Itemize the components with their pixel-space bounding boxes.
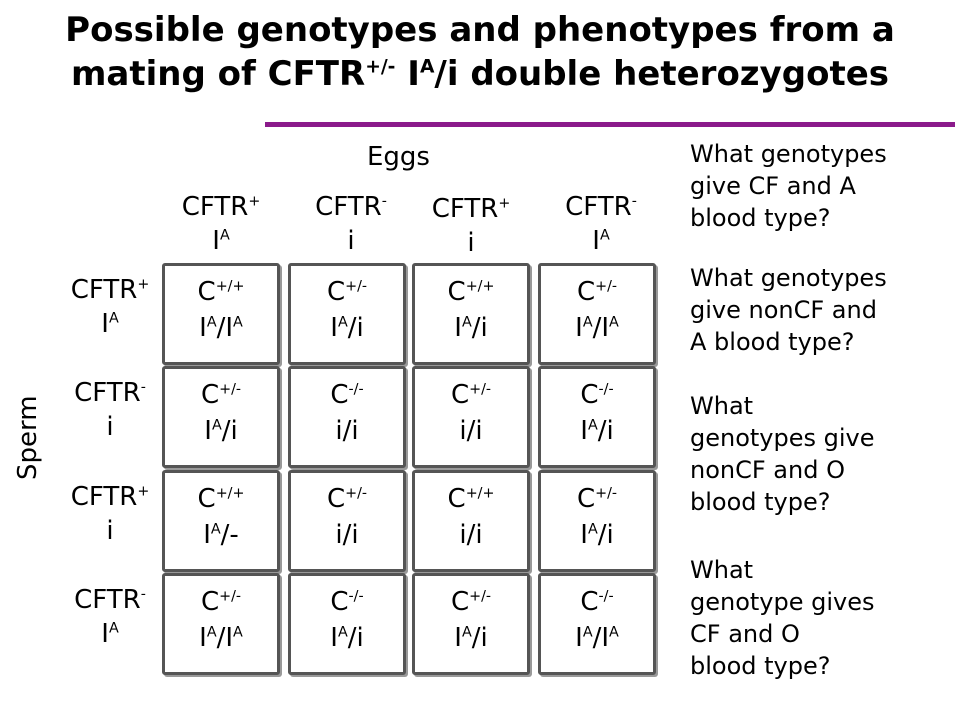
text-base: I [203,520,211,550]
genotype-cell [412,470,530,572]
text-superscript: A [461,314,472,331]
text-base: / [216,313,226,343]
text-base: C [450,380,470,410]
cftr-genotype [541,377,653,413]
genotype-cell [162,366,280,468]
text-base: /i [347,313,364,343]
text-base: C [450,587,470,617]
row-header-allele [60,307,160,341]
blood-genotype [415,517,527,553]
text-base: C [576,484,596,514]
text-base: CFTR [70,482,138,512]
question-line: give nonCF and [690,296,877,324]
row-header [60,583,160,651]
text-superscript: A [233,314,243,331]
genotype-cell [162,573,280,675]
text-superscript: A [337,314,348,331]
title-part: I [395,54,420,94]
text-superscript: A [210,521,221,538]
text-base: C [326,484,346,514]
column-header-allele [166,224,276,258]
text-base: i [106,516,114,546]
question-line: What genotypes [690,140,887,168]
text-superscript: +/- [595,278,618,295]
question [690,390,960,518]
blood-genotype [291,517,403,553]
cftr-genotype [541,481,653,517]
column-header-allele [546,224,656,258]
text-superscript: +/- [219,381,242,398]
genotype-cell [288,263,406,365]
cftr-genotype [415,274,527,310]
text-superscript: +/- [219,588,242,605]
text-base: C [197,484,216,514]
column-header-cftr [166,190,276,224]
text-base: CFTR [70,275,138,305]
text-base: I [212,226,220,256]
text-superscript: +/- [469,588,492,605]
text-superscript: A [337,624,348,641]
text-base: / [592,313,602,343]
genotype-cell [288,366,406,468]
text-base: CFTR [74,378,141,408]
text-superscript: + [248,193,261,210]
text-base: CFTR [181,192,249,222]
text-base: C [447,277,466,307]
title-part: mating of CFTR [70,54,366,94]
cftr-genotype [165,584,277,620]
blood-genotype [541,310,653,346]
text-superscript: -/- [598,381,614,398]
text-superscript: + [498,195,511,212]
text-superscript: - [140,586,146,603]
text-base: I [199,623,207,653]
text-superscript: +/+ [215,485,245,502]
text-base: i [347,226,355,256]
column-header [166,190,276,258]
text-base: /i [347,623,364,653]
text-superscript: +/+ [465,485,495,502]
text-base: /i [471,313,488,343]
text-base: C [580,587,599,617]
blood-genotype [415,413,527,449]
text-base: I [101,619,109,649]
text-base: / [216,623,226,653]
blood-genotype [541,517,653,553]
genotype-cell [412,366,530,468]
text-base: C [326,277,346,307]
text-superscript: A [206,624,217,641]
text-superscript: A [211,417,222,434]
text-base: I [580,520,588,550]
text-base: C [447,484,466,514]
text-superscript: A [609,314,619,331]
row-header-cftr [60,583,160,617]
cftr-genotype [541,274,653,310]
question-line: genotype gives [690,588,875,616]
text-base: I [601,623,610,653]
cftr-genotype [415,481,527,517]
text-superscript: +/+ [215,278,245,295]
row-header-cftr [60,273,160,307]
text-superscript: A [599,227,610,244]
title-line-2 [0,52,960,96]
slide-title [0,8,960,96]
column-header [546,190,656,258]
text-base: C [200,587,220,617]
genotype-cell [288,573,406,675]
blood-genotype [165,517,277,553]
question-line: nonCF and O [690,456,845,484]
row-header [60,376,160,444]
text-base: I [592,226,600,256]
text-superscript: A [219,227,230,244]
question [690,554,960,682]
row-header-cftr [60,376,160,410]
text-base: CFTR [315,192,382,222]
text-base: I [199,313,207,343]
text-base: / [592,623,602,653]
blood-genotype [165,310,277,346]
text-base: i/i [335,520,359,550]
question-line: What [690,556,754,584]
text-base: i/i [335,416,359,446]
blood-genotype [415,620,527,656]
text-base: C [576,277,596,307]
text-base: CFTR [74,585,141,615]
text-superscript: A [587,417,598,434]
blood-genotype [541,620,653,656]
question [690,138,960,234]
cftr-genotype [541,584,653,620]
text-superscript: -/- [348,381,364,398]
row-header [60,273,160,341]
question-line: blood type? [690,652,831,680]
text-superscript: A [461,624,472,641]
text-superscript: A [233,624,243,641]
text-base: CFTR [565,192,632,222]
cftr-genotype [415,377,527,413]
cftr-genotype [165,377,277,413]
cftr-genotype [291,377,403,413]
text-superscript: A [609,624,619,641]
text-superscript: -/- [348,588,364,605]
text-base: I [225,623,234,653]
text-superscript: A [582,624,593,641]
text-base: I [101,309,109,339]
cftr-genotype [165,274,277,310]
text-base: I [204,416,212,446]
genotype-cell [412,263,530,365]
genotype-cell [538,470,656,572]
blood-genotype [415,310,527,346]
text-base: I [330,623,338,653]
sperm-label: Sperm [13,395,43,480]
text-base: /i [471,623,488,653]
title-sup: A [419,56,435,78]
column-header [296,190,406,258]
text-base: I [454,623,462,653]
text-superscript: - [140,379,146,396]
genotype-cell [162,470,280,572]
text-base: I [454,313,462,343]
question-line: blood type? [690,204,831,232]
column-header-cftr [546,190,656,224]
text-base: I [601,313,610,343]
genotype-cell [538,366,656,468]
text-base: I [575,623,583,653]
text-superscript: - [381,193,387,210]
question-line: A blood type? [690,328,855,356]
text-base: i [467,228,475,258]
text-base: i/i [459,520,483,550]
text-superscript: -/- [598,588,614,605]
genotype-cell [162,263,280,365]
question-line: What [690,392,754,420]
blood-genotype [165,413,277,449]
cftr-genotype [291,481,403,517]
text-base: CFTR [431,194,499,224]
text-base: I [580,416,588,446]
column-header [416,192,526,260]
text-base: C [330,380,349,410]
text-base: /- [220,520,239,550]
text-superscript: +/- [345,485,368,502]
question-line: What genotypes [690,264,887,292]
text-base: C [330,587,349,617]
column-header-cftr [296,190,406,224]
text-superscript: A [587,521,598,538]
text-base: C [197,277,216,307]
blood-genotype [165,620,277,656]
text-superscript: +/- [469,381,492,398]
text-superscript: +/- [595,485,618,502]
text-superscript: + [137,483,150,500]
title-divider [265,122,955,127]
cftr-genotype [165,481,277,517]
title-sup: +/- [365,56,396,78]
column-header-allele [416,226,526,260]
question-line: CF and O [690,620,800,648]
text-base: /i [597,520,614,550]
blood-genotype [291,620,403,656]
text-superscript: A [582,314,593,331]
text-base: i [106,412,114,442]
row-header-allele [60,410,160,444]
row-header [60,480,160,548]
text-base: /i [597,416,614,446]
genotype-cell [412,573,530,675]
text-base: I [575,313,583,343]
title-line-1: Possible genotypes and phenotypes from a [65,10,895,50]
text-superscript: +/- [345,278,368,295]
genotype-cell [538,573,656,675]
text-base: C [580,380,599,410]
text-superscript: + [137,276,150,293]
blood-genotype [291,413,403,449]
row-header-allele [60,617,160,651]
cftr-genotype [291,274,403,310]
column-header-allele [296,224,406,258]
title-part: /i double heterozygotes [434,54,890,94]
text-superscript: A [108,310,119,327]
text-superscript: +/+ [465,278,495,295]
blood-genotype [541,413,653,449]
eggs-label: Eggs [367,142,430,172]
row-header-allele [60,514,160,548]
question-line: give CF and A [690,172,856,200]
text-superscript: A [206,314,217,331]
genotype-cell [288,470,406,572]
blood-genotype [291,310,403,346]
text-superscript: A [108,620,119,637]
question-line: blood type? [690,488,831,516]
text-base: /i [221,416,238,446]
row-header-cftr [60,480,160,514]
text-base: C [200,380,220,410]
text-base: I [330,313,338,343]
question [690,262,960,358]
cftr-genotype [291,584,403,620]
column-header-cftr [416,192,526,226]
text-base: i/i [459,416,483,446]
question-line: genotypes give [690,424,875,452]
genotype-cell [538,263,656,365]
text-superscript: - [631,193,637,210]
text-base: I [225,313,234,343]
cftr-genotype [415,584,527,620]
